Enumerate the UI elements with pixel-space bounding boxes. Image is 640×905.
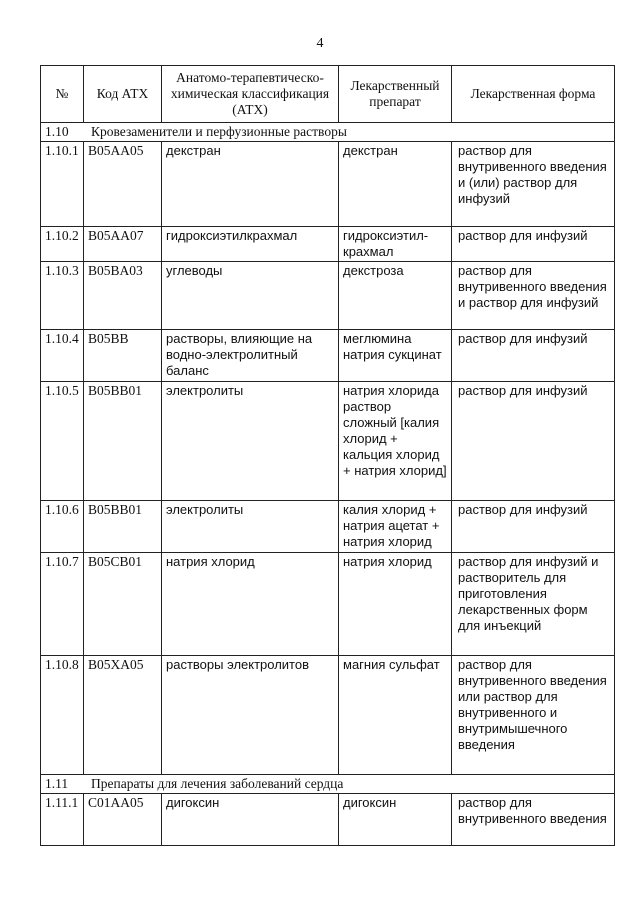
classification: растворы, влияющие на водно-электролитный баланс xyxy=(162,330,339,382)
classification: декстран xyxy=(162,142,339,227)
classification: электролиты xyxy=(162,501,339,553)
section-title: Кровезаменители и перфузионные растворы xyxy=(91,124,347,139)
section-row xyxy=(41,123,615,142)
table-row xyxy=(41,501,615,553)
dosage-form: раствор для инфузий xyxy=(452,382,615,501)
table-row xyxy=(41,227,615,262)
row-number: 1.10.6 xyxy=(41,501,84,553)
drug-name: натрия хлорида раствор сложный [калия хлорид + кальция хлорид + натрия хлорид] xyxy=(339,382,452,501)
classification: растворы электролитов xyxy=(162,656,339,775)
section-title: Препараты для лечения заболеваний сердца xyxy=(91,776,344,791)
row-number: 1.10.3 xyxy=(41,262,84,330)
table-row xyxy=(41,262,615,330)
row-number: 1.10.7 xyxy=(41,553,84,656)
drug-name: калия хлорид + натрия ацетат + натрия хлорид xyxy=(339,501,452,553)
classification: электролиты xyxy=(162,382,339,501)
dosage-form: раствор для инфузий и растворитель для приготовления лекарственных форм для инъекций xyxy=(452,553,615,656)
dosage-form: раствор для инфузий xyxy=(452,227,615,262)
drug-name: натрия хлорид xyxy=(339,553,452,656)
row-number: 1.11.1 xyxy=(41,794,84,846)
drug-name: декстроза xyxy=(339,262,452,330)
section-heading xyxy=(41,775,615,794)
atc-code: B05BA03 xyxy=(84,262,162,330)
atc-code: B05BB01 xyxy=(84,382,162,501)
drug-name: дигоксин xyxy=(339,794,452,846)
atc-code: B05XA05 xyxy=(84,656,162,775)
page-number: 4 xyxy=(316,36,324,51)
row-number: 1.10.8 xyxy=(41,656,84,775)
header-atc-code: Код АТХ xyxy=(84,66,162,123)
header-row xyxy=(41,66,615,123)
drug-name: меглюмина натрия сукцинат xyxy=(339,330,452,382)
section-number: 1.10 xyxy=(45,124,69,139)
row-number: 1.10.5 xyxy=(41,382,84,501)
section-heading xyxy=(41,123,615,142)
atc-code: B05AA05 xyxy=(84,142,162,227)
header-num: № xyxy=(41,66,84,123)
drug-name: магния сульфат xyxy=(339,656,452,775)
dosage-form: раствор для внутривенного введения и раствор для инфузий xyxy=(452,262,615,330)
row-number: 1.10.2 xyxy=(41,227,84,262)
atc-code: B05CB01 xyxy=(84,553,162,656)
header-classification: Анатомо-терапевтическо-химическая классификация (АТХ) xyxy=(162,66,339,123)
section-number: 1.11 xyxy=(45,776,69,791)
table-row xyxy=(41,330,615,382)
section-row xyxy=(41,775,615,794)
drug-table xyxy=(40,65,615,846)
classification: гидроксиэтилкрахмал xyxy=(162,227,339,262)
table-row xyxy=(41,656,615,775)
drug-name: гидроксиэтил-крахмал xyxy=(339,227,452,262)
dosage-form: раствор для внутривенного введения xyxy=(452,794,615,846)
table-row xyxy=(41,794,615,846)
atc-code: B05AA07 xyxy=(84,227,162,262)
table-row xyxy=(41,553,615,656)
dosage-form: раствор для инфузий xyxy=(452,330,615,382)
classification: дигоксин xyxy=(162,794,339,846)
dosage-form: раствор для инфузий xyxy=(452,501,615,553)
header-drug: Лекарственный препарат xyxy=(339,66,452,123)
atc-code: B05BB xyxy=(84,330,162,382)
classification: углеводы xyxy=(162,262,339,330)
atc-code: B05BB01 xyxy=(84,501,162,553)
classification: натрия хлорид xyxy=(162,553,339,656)
row-number: 1.10.1 xyxy=(41,142,84,227)
atc-code: C01AA05 xyxy=(84,794,162,846)
table-row xyxy=(41,142,615,227)
dosage-form: раствор для внутривенного введения и (или) раствор для инфузий xyxy=(452,142,615,227)
table-row xyxy=(41,382,615,501)
dosage-form: раствор для внутривенного введения или раствор для внутривенного и внутримышечного введения xyxy=(452,656,615,775)
drug-name: декстран xyxy=(339,142,452,227)
row-number: 1.10.4 xyxy=(41,330,84,382)
header-form: Лекарственная форма xyxy=(452,66,615,123)
